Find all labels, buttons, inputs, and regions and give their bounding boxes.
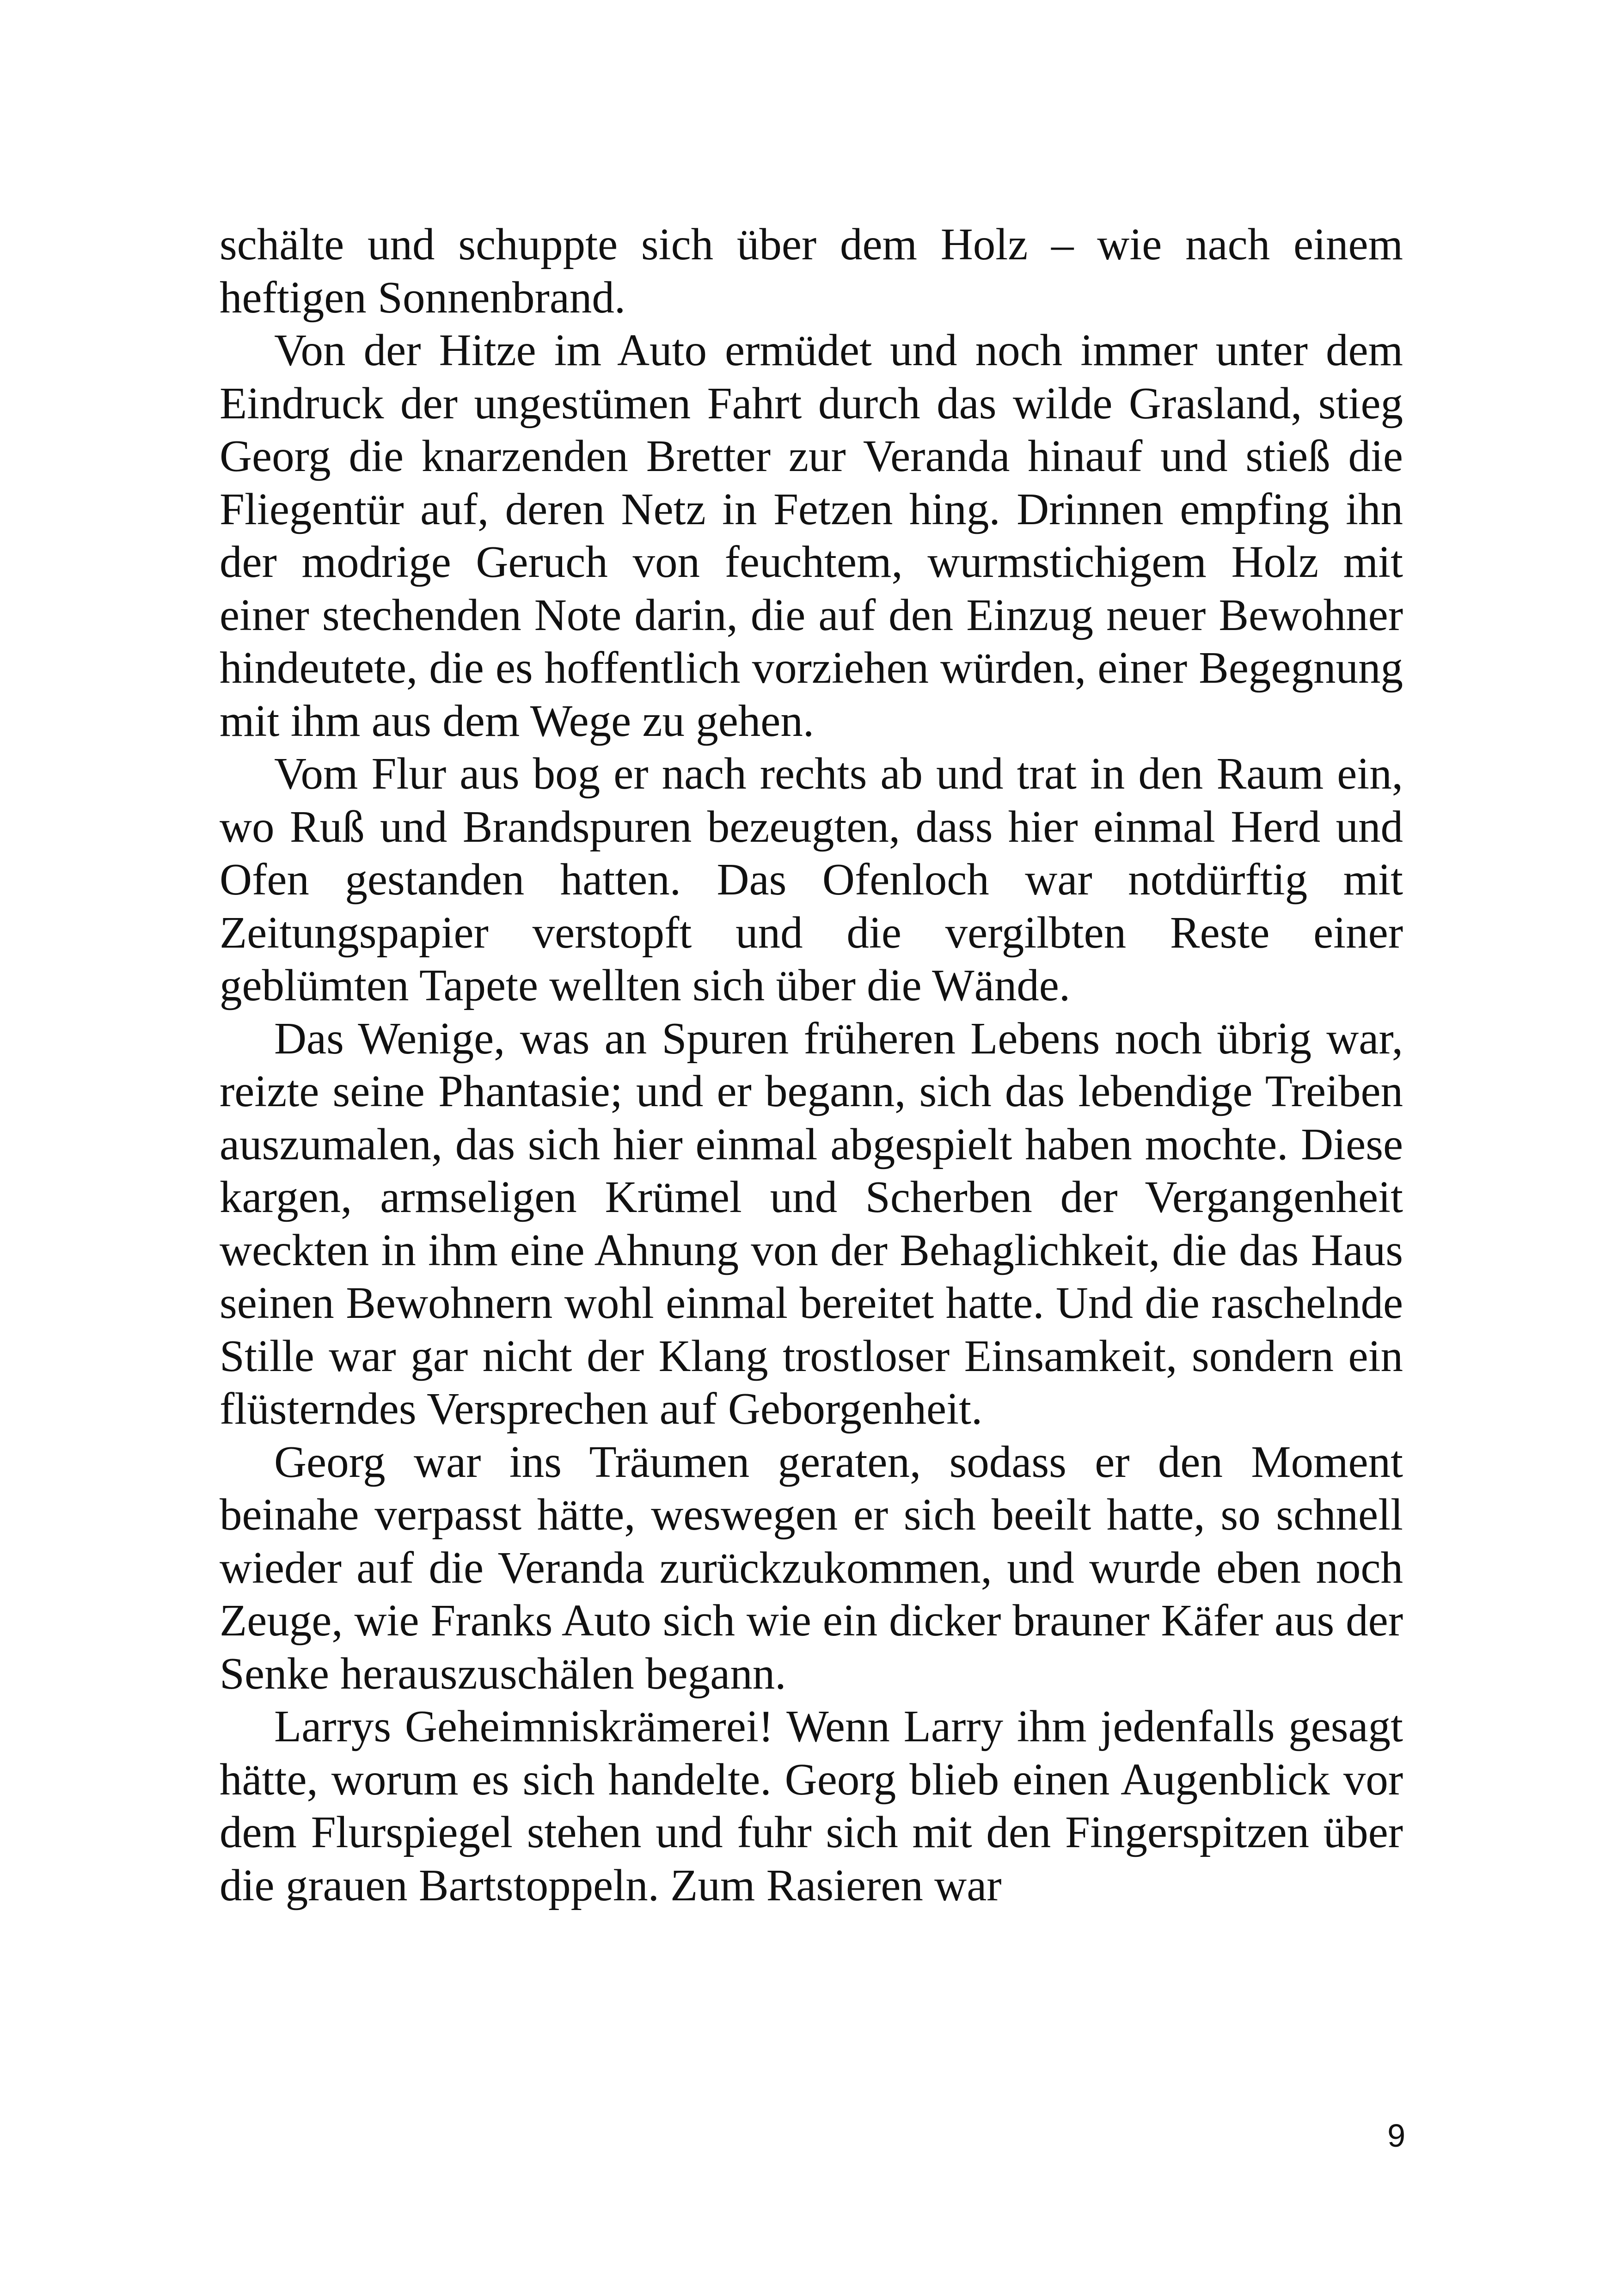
paragraph-larrys-secrecy: Larrys Geheimniskrämerei! Wenn Larry ihm jedenfalls gesagt hätte, worum es sich handelte. Georg blieb einen Augenblick vor dem Flurspiegel stehen und fuhr sich mit den Fingerspitzen über die grauen Bartstoppeln. Zum Rasieren war [220,1702,1403,1910]
body-text [220,218,1403,1912]
page-number: 9 [1387,2118,1405,2154]
paragraph-heat-in-car: Von der Hitze im Auto ermüdet und noch immer unter dem Eindruck der ungestümen Fahrt durch das wilde Grasland, stieg Georg die knarzenden Bretter zur Veranda hinauf und stieß die Fliegentür auf, deren Netz in Fetzen hing. Drinnen empfing ihn der modrige Geruch von feuchtem, wurmstichigem Holz mit einer stechenden Note darin, die auf den Einzug neuer Bewohner hindeutete, die es hoffentlich vorziehen würden, einer Begegnung mit ihm aus dem Wege zu gehen. [220,325,1403,746]
paragraph-georg-dreaming: Georg war ins Träumen geraten, sodass er den Moment beinahe verpasst hätte, weswegen er sich beeilt hatte, so schnell wieder auf die Veranda zurückzukommen, und wurde eben noch Zeuge, wie Franks Auto sich wie ein dicker brauner Käfer aus der Senke herauszuschälen begann. [220,1437,1403,1698]
paragraph-traces-of-life: Das Wenige, was an Spuren früheren Lebens noch übrig war, reizte seine Phantasie; und er begann, sich das lebendige Treiben auszumalen, das sich hier einmal abgespielt haben mochte. Diese kargen, armseligen Krümel und Scherben der Vergangenheit weckten in ihm eine Ahnung von der Behaglichkeit, die das Haus seinen Bewohnern wohl einmal bereitet hatte. Und die raschelnde Stille war gar nicht der Klang trostloser Einsamkeit, sondern ein flüsterndes Versprechen auf Geborgenheit. [220,1013,1403,1433]
paragraph-hallway: Vom Flur aus bog er nach rechts ab und trat in den Raum ein, wo Ruß und Brandspuren bezeugten, dass hier einmal Herd und Ofen gestanden hatten. Das Ofenloch war notdürftig mit Zeitungspapier verstopft und die vergilbten Reste einer geblümten Tapete wellten sich über die Wände. [220,749,1403,1010]
paragraph-continuation: schälte und schuppte sich über dem Holz – wie nach einem heftigen Sonnenbrand. [220,220,1403,322]
